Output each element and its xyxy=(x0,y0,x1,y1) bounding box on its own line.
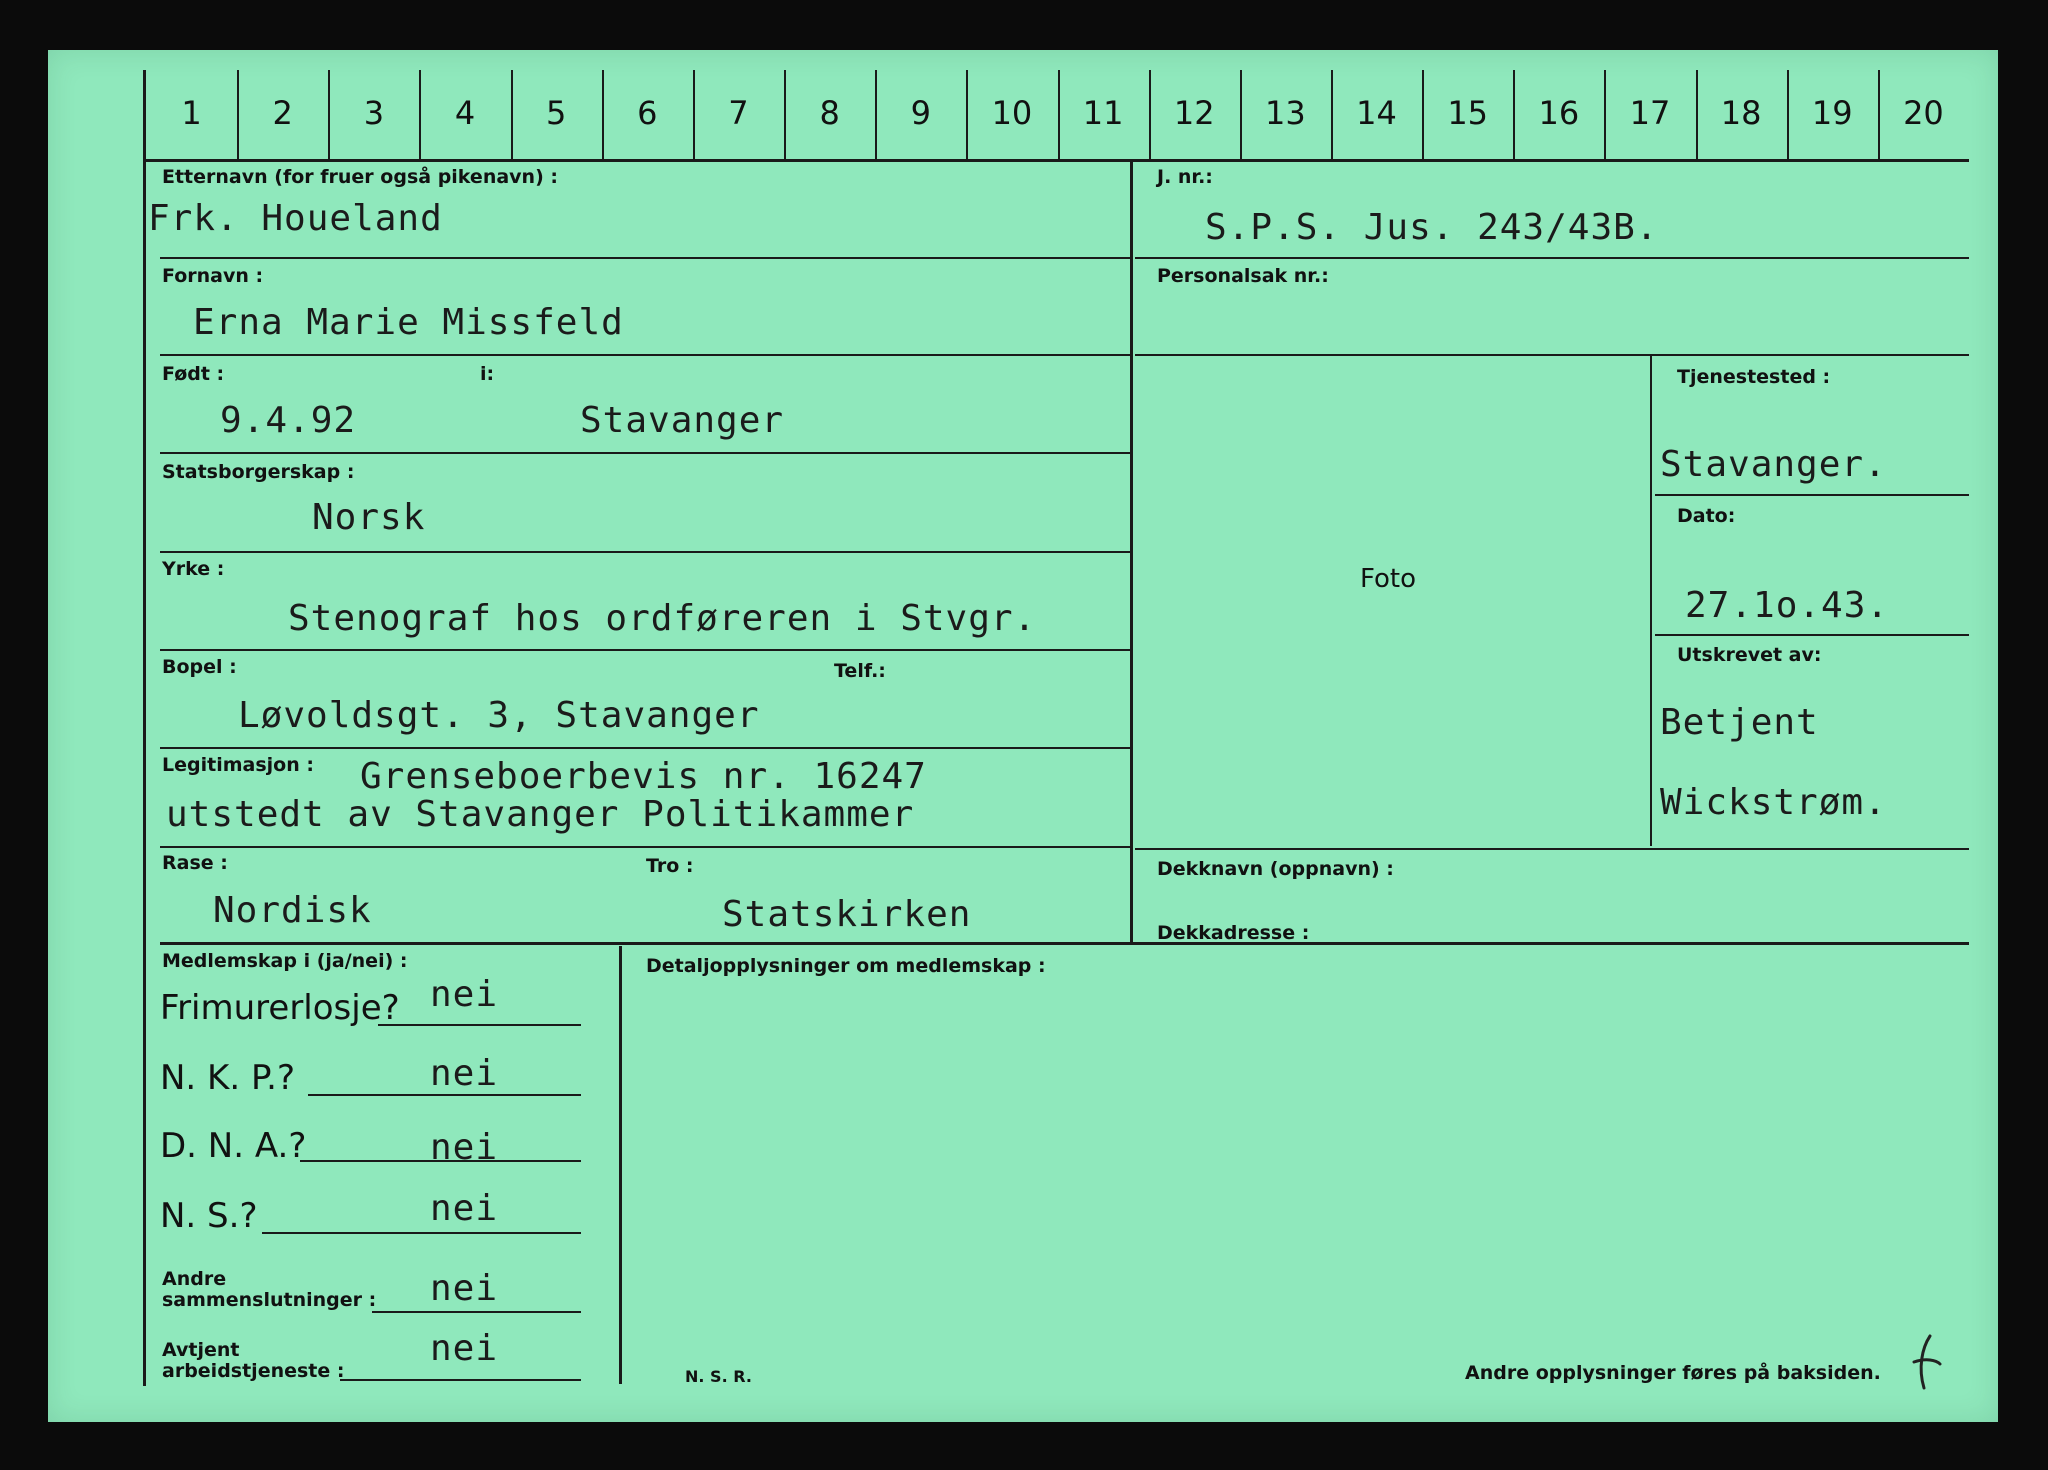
line-legitimasjon xyxy=(160,846,1130,848)
column-number: 1 xyxy=(181,94,202,132)
column-separator xyxy=(511,70,513,159)
column-separator xyxy=(1513,70,1515,159)
value-nkp: nei xyxy=(430,1053,499,1094)
left-border-line xyxy=(143,70,146,1386)
label-fodt: Født : xyxy=(162,363,225,385)
value-fodt: 9.4.92 xyxy=(220,400,357,441)
label-legitimasjon: Legitimasjon : xyxy=(162,754,314,776)
value-utskrevet-2: Wickstrøm. xyxy=(1660,782,1887,823)
column-number: 18 xyxy=(1720,94,1762,132)
column-number: 15 xyxy=(1447,94,1489,132)
label-etternavn: Etternavn (for fruer også pikenavn) : xyxy=(162,166,558,188)
value-utskrevet-1: Betjent xyxy=(1660,702,1819,743)
column-number: 20 xyxy=(1903,94,1944,132)
column-number: 6 xyxy=(637,94,658,132)
label-andre-2: sammenslutninger : xyxy=(162,1289,377,1311)
column-number: 11 xyxy=(1082,94,1124,132)
line-fodt xyxy=(160,452,1130,454)
line-rase xyxy=(160,942,1969,945)
label-personalsak: Personalsak nr.: xyxy=(1157,265,1329,287)
value-frimurer: nei xyxy=(430,974,499,1015)
value-rase: Nordisk xyxy=(213,890,372,931)
line-frimurer xyxy=(378,1024,581,1026)
line-foto-bottom xyxy=(1135,848,1969,850)
value-fornavn: Erna Marie Missfeld xyxy=(193,302,624,343)
column-separator xyxy=(602,70,604,159)
value-tro: Statskirken xyxy=(722,894,972,935)
value-statsborgerskap: Norsk xyxy=(312,497,426,538)
line-avtjent xyxy=(340,1379,581,1381)
label-fornavn: Fornavn : xyxy=(162,265,264,287)
value-avtjent: nei xyxy=(430,1328,499,1369)
footer-nsr: N. S. R. xyxy=(685,1367,752,1386)
line-statsborgerskap xyxy=(160,551,1130,553)
column-separator xyxy=(1058,70,1060,159)
label-medlemskap: Medlemskap i (ja/nei) : xyxy=(162,950,408,972)
label-ns: N. S.? xyxy=(160,1196,258,1236)
column-number: 8 xyxy=(819,94,840,132)
value-ns: nei xyxy=(430,1188,499,1229)
column-number: 14 xyxy=(1356,94,1397,132)
column-number: 3 xyxy=(363,94,385,132)
label-utskrevet: Utskrevet av: xyxy=(1677,644,1822,666)
value-etternavn: Frk. Houeland xyxy=(148,198,443,239)
footer-note: Andre opplysninger føres på baksiden. xyxy=(1465,1362,1881,1384)
column-separator xyxy=(419,70,421,159)
column-separator xyxy=(1240,70,1242,159)
value-andre: nei xyxy=(430,1268,499,1309)
label-bopel: Bopel : xyxy=(162,656,237,678)
column-number: 19 xyxy=(1811,94,1853,132)
column-number: 4 xyxy=(454,94,476,132)
label-andre-1: Andre xyxy=(162,1268,227,1290)
column-separator xyxy=(875,70,877,159)
column-separator xyxy=(784,70,786,159)
column-separator xyxy=(1696,70,1698,159)
line-nkp xyxy=(308,1094,581,1096)
value-fodested: Stavanger xyxy=(580,400,785,441)
line-jnr xyxy=(1135,257,1969,259)
line-fornavn xyxy=(160,354,1130,356)
column-separator xyxy=(1331,70,1333,159)
column-separator xyxy=(1149,70,1151,159)
line-yrke xyxy=(160,649,1130,651)
value-tjenestested: Stavanger. xyxy=(1660,444,1887,485)
line-etternavn xyxy=(160,257,1130,259)
value-jnr: S.P.S. Jus. 243/43B. xyxy=(1205,207,1659,248)
column-number: 5 xyxy=(545,94,567,132)
value-legitimasjon-1: Grenseboerbevis nr. 16247 xyxy=(360,756,927,797)
label-yrke: Yrke : xyxy=(162,558,225,580)
label-statsborgerskap: Statsborgerskap : xyxy=(162,461,355,483)
initials-mark xyxy=(1900,1328,1950,1394)
column-number: 2 xyxy=(272,94,293,132)
header-bottom-line xyxy=(143,159,1969,162)
column-number: 10 xyxy=(991,94,1033,132)
line-ns xyxy=(262,1232,581,1234)
label-avtjent-2: arbeidstjeneste : xyxy=(162,1360,345,1382)
label-detaljer: Detaljopplysninger om medlemskap : xyxy=(646,955,1046,977)
column-number: 9 xyxy=(910,94,931,132)
label-telf: Telf.: xyxy=(834,660,886,682)
foto-label: Foto xyxy=(1360,564,1417,594)
value-bopel: Løvoldsgt. 3, Stavanger xyxy=(238,695,760,736)
line-andre xyxy=(372,1311,581,1313)
label-dekknavn: Dekknavn (oppnavn) : xyxy=(1157,858,1394,880)
value-dato: 27.1o.43. xyxy=(1685,585,1890,626)
value-yrke: Stenograf hos ordføreren i Stvgr. xyxy=(288,598,1037,639)
label-tjenestested: Tjenestested : xyxy=(1677,366,1831,388)
column-separator xyxy=(1787,70,1789,159)
column-separator xyxy=(328,70,330,159)
label-dna: D. N. A.? xyxy=(160,1126,307,1166)
label-rase: Rase : xyxy=(162,852,228,874)
column-number: 7 xyxy=(728,94,749,132)
column-number: 12 xyxy=(1173,94,1215,132)
column-number: 13 xyxy=(1265,94,1306,132)
membership-vertical-line xyxy=(619,946,622,1384)
label-nkp: N. K. P.? xyxy=(160,1058,296,1098)
column-number: 17 xyxy=(1629,94,1671,132)
line-tjenestested xyxy=(1655,494,1969,496)
column-separator xyxy=(1878,70,1880,159)
label-dekkadresse: Dekkadresse : xyxy=(1157,922,1310,944)
label-frimurer: Frimurerlosje? xyxy=(160,988,400,1028)
column-separator xyxy=(693,70,695,159)
value-legitimasjon-2: utstedt av Stavanger Politikammer xyxy=(166,794,915,835)
value-dna: nei xyxy=(430,1127,499,1168)
column-number: 16 xyxy=(1538,94,1580,132)
label-fodested: i: xyxy=(480,363,495,385)
label-avtjent-1: Avtjent xyxy=(162,1339,240,1361)
label-dato: Dato: xyxy=(1677,505,1736,527)
foto-right-line xyxy=(1650,356,1652,846)
column-separator xyxy=(1422,70,1424,159)
label-jnr: J. nr.: xyxy=(1157,166,1213,188)
column-separator xyxy=(1604,70,1606,159)
line-dato xyxy=(1655,634,1969,636)
line-bopel xyxy=(160,747,1130,749)
label-tro: Tro : xyxy=(646,855,694,877)
column-separator xyxy=(966,70,968,159)
line-personalsak xyxy=(1135,354,1969,356)
mid-vertical-line xyxy=(1130,162,1133,942)
column-separator xyxy=(237,70,239,159)
